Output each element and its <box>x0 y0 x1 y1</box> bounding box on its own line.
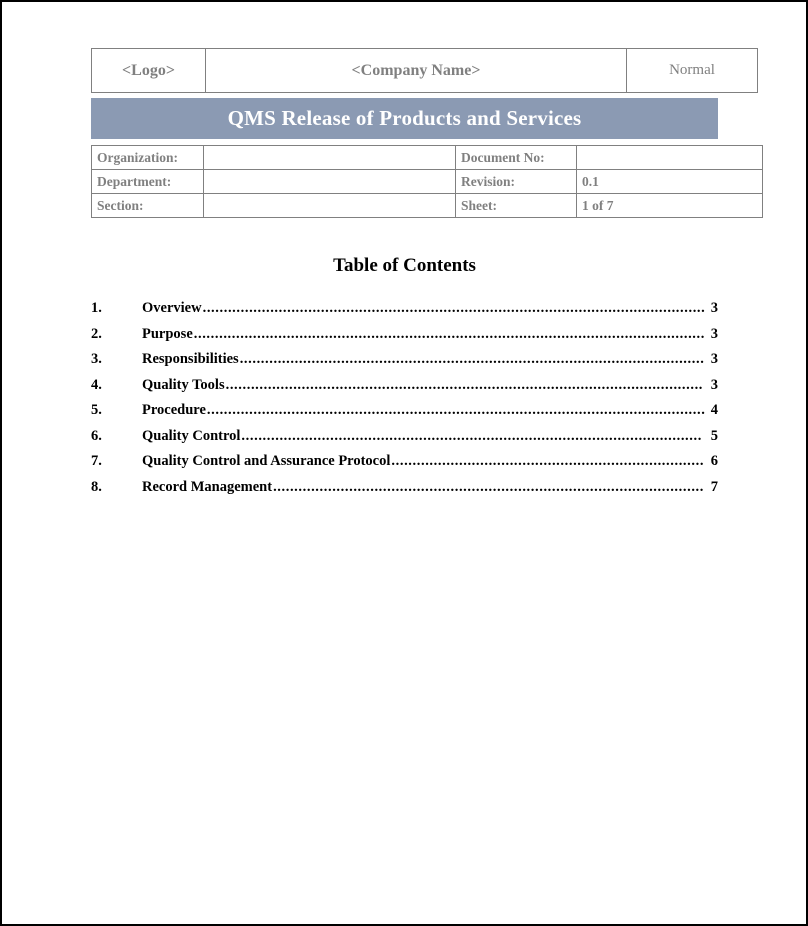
toc-entry-title-cell[interactable] <box>142 428 705 454</box>
table-of-contents-list <box>91 300 718 504</box>
section-value <box>204 194 456 218</box>
toc-entry-title: Quality Control <box>142 427 241 444</box>
toc-entry[interactable] <box>91 402 718 428</box>
toc-entries <box>91 300 718 504</box>
table-row <box>92 170 763 194</box>
revision-value: 0.1 <box>577 170 763 194</box>
document-header-table <box>91 48 758 93</box>
toc-leader-dots: ................................................................................................................. <box>225 376 704 393</box>
document-title-banner: QMS Release of Products and Services <box>91 98 718 139</box>
toc-entry-page-number: 3 <box>710 325 718 342</box>
toc-entry-title-cell[interactable] <box>142 377 705 403</box>
section-label: Section: <box>92 194 204 218</box>
company-name-placeholder-cell: <Company Name> <box>206 49 627 93</box>
toc-entry-page-number: 7 <box>710 478 718 495</box>
header-row <box>92 49 758 93</box>
toc-entry-number: 4. <box>91 376 102 393</box>
page-content <box>91 48 718 504</box>
toc-entry-title-cell[interactable] <box>142 453 705 479</box>
logo-placeholder-cell: <Logo> <box>92 49 206 93</box>
toc-entry-number: 2. <box>91 325 102 342</box>
toc-entry-page-number: 5 <box>710 427 718 444</box>
toc-leader-dots: ...................................................................................................... <box>273 478 705 495</box>
table-of-contents-heading: Table of Contents <box>333 255 476 276</box>
table-row <box>92 146 763 170</box>
toc-entry-page-number: 6 <box>710 453 718 469</box>
toc-leader-dots: ....................................................................................................................... <box>202 300 705 316</box>
toc-entry-title-cell[interactable] <box>142 351 705 377</box>
toc-entry-title-cell[interactable] <box>142 300 705 326</box>
toc-entry-title: Overview <box>142 300 202 316</box>
toc-entry-title-cell[interactable] <box>142 479 705 505</box>
document-status-cell: Normal <box>627 49 758 93</box>
revision-label: Revision: <box>456 170 577 194</box>
toc-leader-dots: ......................................................................................................................... <box>193 325 705 342</box>
toc-entry-number: 7. <box>91 453 102 469</box>
toc-leader-dots: ............................................................................................................. <box>241 427 702 444</box>
toc-entry-number: 5. <box>91 402 102 418</box>
toc-entry-number: 8. <box>91 478 102 495</box>
toc-leader-dots: .............................................................................................................. <box>239 351 705 367</box>
toc-entry-title: Purpose <box>142 325 193 342</box>
document-metadata-table <box>91 145 763 218</box>
sheet-value: 1 of 7 <box>577 194 763 218</box>
toc-entry-title: Procedure <box>142 402 206 418</box>
toc-leader-dots: ...................................................................................................................... <box>206 402 705 418</box>
toc-entry-title: Quality Control and Assurance Protocol <box>142 453 391 469</box>
toc-entry[interactable] <box>91 351 718 377</box>
toc-entry[interactable] <box>91 377 718 403</box>
toc-entry[interactable] <box>91 479 718 505</box>
toc-entry-title-cell[interactable] <box>142 326 705 352</box>
table-row <box>92 194 763 218</box>
document-no-label: Document No: <box>456 146 577 170</box>
toc-entry-title: Responsibilities <box>142 351 239 367</box>
toc-entry-title-cell[interactable] <box>142 402 705 428</box>
sheet-label: Sheet: <box>456 194 577 218</box>
toc-entry-page-number: 3 <box>710 376 718 393</box>
toc-entry-number: 1. <box>91 300 102 316</box>
toc-entry[interactable] <box>91 326 718 352</box>
toc-entry-page-number: 4 <box>710 402 718 418</box>
toc-entry[interactable] <box>91 428 718 454</box>
toc-entry-number: 3. <box>91 351 102 367</box>
department-value <box>204 170 456 194</box>
organization-label: Organization: <box>92 146 204 170</box>
toc-entry[interactable] <box>91 453 718 479</box>
toc-leader-dots: .......................................................................... <box>391 453 705 469</box>
toc-entry-title: Quality Tools <box>142 376 225 393</box>
toc-entry-number: 6. <box>91 427 102 444</box>
toc-entry[interactable] <box>91 300 718 326</box>
toc-entry-page-number: 3 <box>710 351 718 367</box>
organization-value <box>204 146 456 170</box>
department-label: Department: <box>92 170 204 194</box>
toc-entry-title: Record Management <box>142 478 273 495</box>
toc-entry-page-number: 3 <box>710 300 718 316</box>
document-no-value <box>577 146 763 170</box>
